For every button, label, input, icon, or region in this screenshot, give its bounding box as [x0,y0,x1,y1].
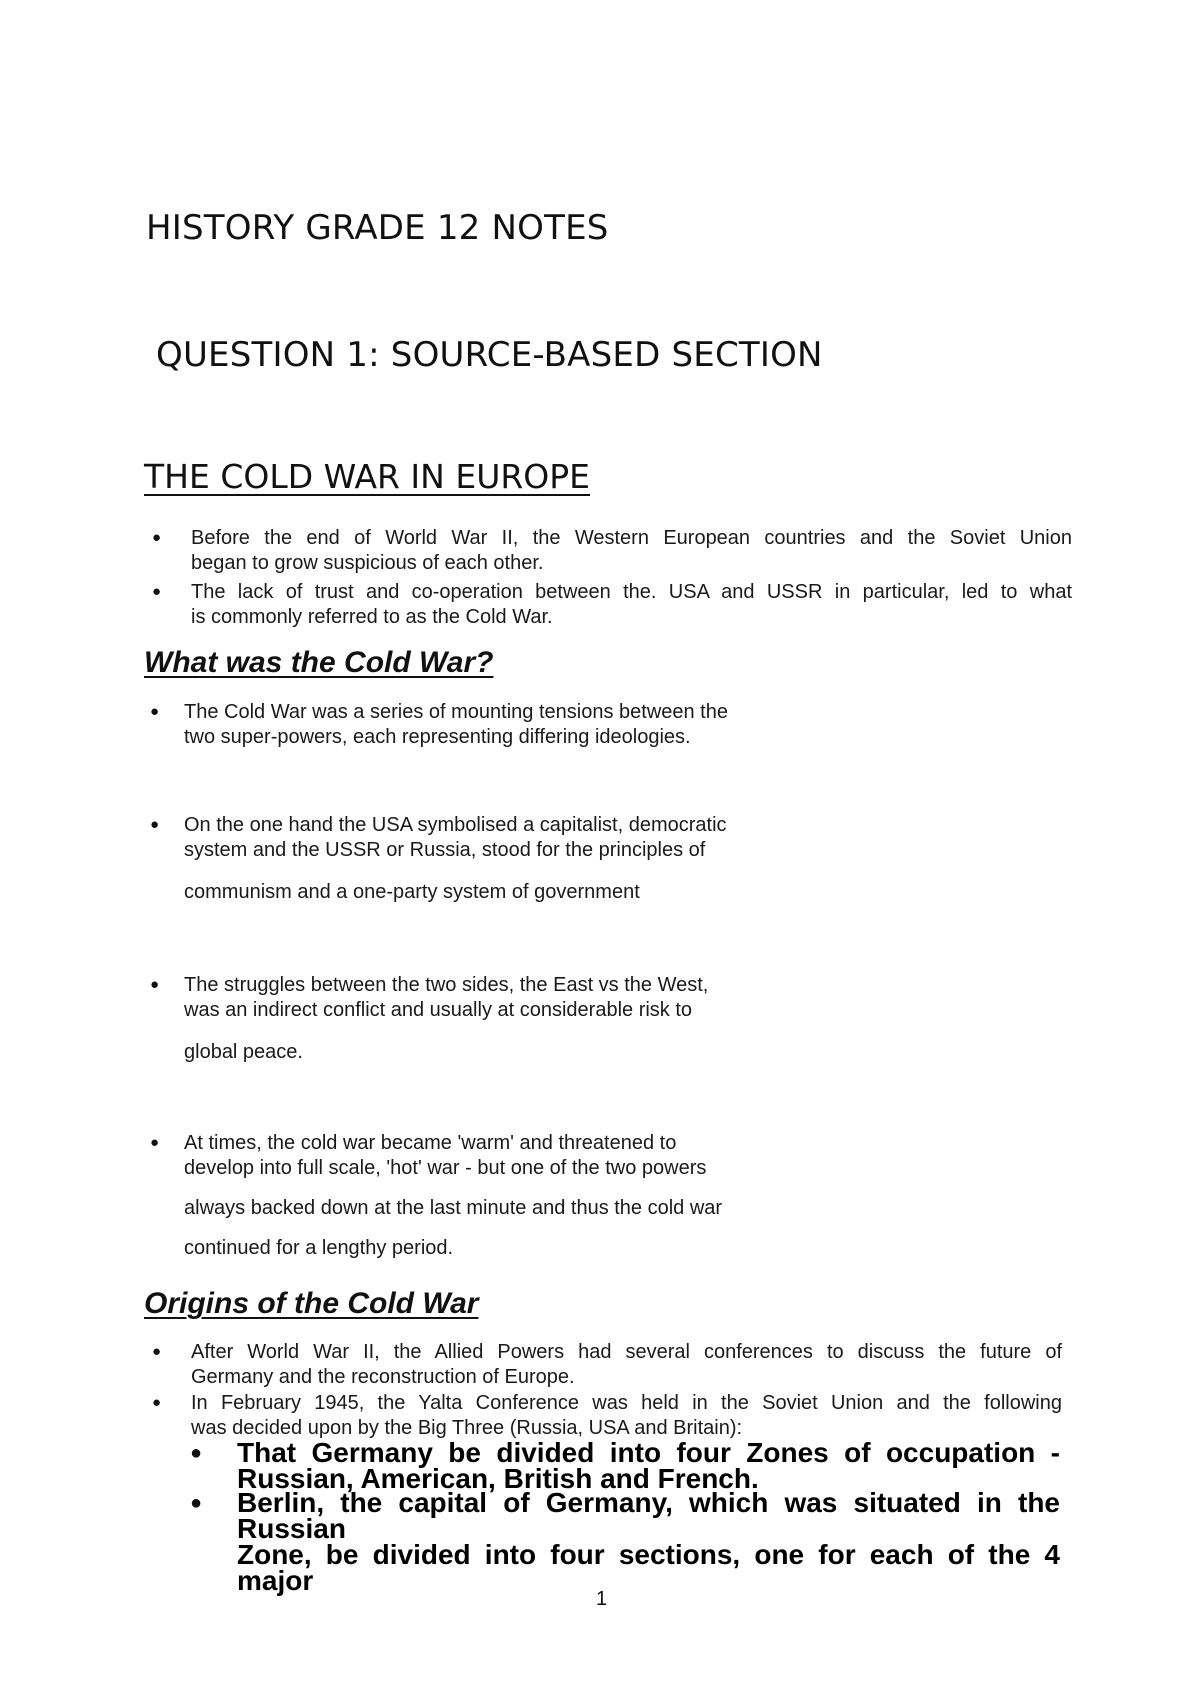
list-item: ● The lack of trust and co-operation between the. USA and USSR in particular, led to what is commonly referred to as the Cold War. [152,581,1072,628]
bullet-dot-icon: ● [150,1134,160,1151]
list-item: ● On the one hand the USA symbolised a capitalist, democratic system and the USSR or Russia, stood for the principles of communism and a one-party system of government [150,814,727,903]
bullet-dot-icon: ● [150,703,160,720]
list-item: ● In February 1945, the Yalta Conference was held in the Soviet Union and the following was decided upon by the Big Three (Russia, USA and Britain): [152,1392,1062,1439]
list-item: ● The struggles between the two sides, the East vs the West, was an indirect conflict and usually at considerable risk to global peace. [150,974,709,1063]
bullet-dot-icon: ● [152,529,162,546]
bullet-dot-icon: ● [150,976,160,993]
bullet-dot-icon: ● [150,816,160,833]
section-heading-cold-war-europe: THE COLD WAR IN EUROPE [144,457,590,496]
bullet-dot-icon: ● [190,1442,203,1464]
document-title: HISTORY GRADE 12 NOTES [146,208,609,248]
bullet-dot-icon: ● [152,583,162,600]
page-number: 1 [596,1588,608,1610]
bullet-dot-icon: ● [152,1343,162,1360]
list-item: ● The Cold War was a series of mounting tensions between the two super-powers, each representing differing ideologies. [150,701,728,748]
list-item: ● After World War II, the Allied Powers had several conferences to discuss the future of Germany and the reconstruction of Europe. [152,1341,1062,1388]
list-item: ● Before the end of World War II, the Western European countries and the Soviet Union began to grow suspicious of each other. [152,527,1072,574]
list-item: ● At times, the cold war became 'warm' and threatened to develop into full scale, 'hot' war - but one of the two powers always backed down at the last minute and thus the cold war continued for a lengthy period. [150,1132,723,1259]
question-heading: QUESTION 1: SOURCE-BASED SECTION [156,335,823,375]
bullet-dot-icon: ● [152,1394,162,1411]
sub-list-item: ● That Germany be divided into four Zones of occupation - Russian, American, British and French. [190,1437,1060,1494]
sub-list-item: ● Berlin, the capital of Germany, which was situated in the Russian Zone, be divided into four sections, one for each of the 4 major [190,1487,1060,1596]
section-heading-what-was-cold-war: What was the Cold War? [144,646,494,679]
bullet-dot-icon: ● [190,1492,203,1514]
section-heading-origins: Origins of the Cold War [144,1287,479,1320]
